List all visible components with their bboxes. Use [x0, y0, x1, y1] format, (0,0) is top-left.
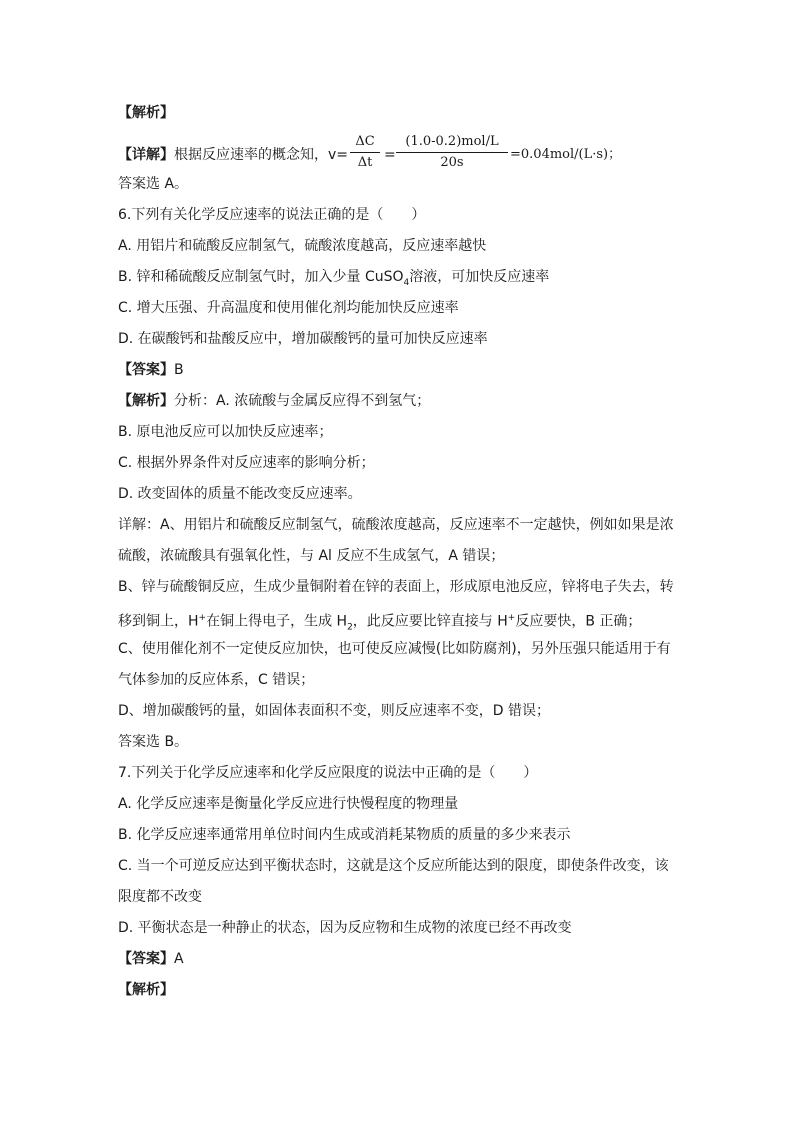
question-6-detail-a-2: 硫酸，浓硫酸具有强氧化性，与 Al 反应不生成氢气，A 错误； [118, 548, 505, 564]
equals-sign: = [384, 147, 396, 163]
question-6-answer-select: 答案选 B。 [118, 734, 189, 750]
question-6-analysis-a: 【解析】分析：A. 浓硫酸与金属反应得不到氢气； [118, 393, 431, 409]
question-6-detail-c-2: 气体参加的反应体系，C 错误； [118, 672, 315, 688]
analysis-header-5: 【解析】 [118, 105, 174, 121]
rate-result: =0.04mol/(L·s)； [510, 147, 622, 162]
question-7-option-d: D. 平衡状态是一种静止的状态，因为反应物和生成物的浓度已经不再改变 [118, 920, 572, 936]
question-7-option-c-1: C. 当一个可逆反应达到平衡状态时，这就是这个反应所能达到的限度，即使条件改变，该 [118, 858, 669, 874]
question-6-answer: 【答案】B [118, 362, 184, 378]
question-6-analysis-c: C. 根据外界条件对反应速率的影响分析； [118, 455, 375, 471]
question-6-option-b: B. 锌和稀硫酸反应制氢气时，加入少量 CuSO$_4$溶液，可加快反应速率 [118, 269, 550, 288]
detail-label-5: 【详解】 [118, 147, 174, 163]
question-6-option-c: C. 增大压强、升高温度和使用催化剂均能加快反应速率 [118, 300, 459, 316]
question-7-option-b: B. 化学反应速率通常用单位时间内生成或消耗某物质的质量的多少来表示 [118, 827, 571, 843]
answer-select-5: 答案选 A。 [118, 176, 189, 192]
question-6-analysis-d: D. 改变固体的质量不能改变反应速率。 [118, 486, 362, 502]
question-7-stem: 7.下列关于化学反应速率和化学反应限度的说法中正确的是（ ） [118, 765, 538, 781]
question-6-stem: 6.下列有关化学反应速率的说法正确的是（ ） [118, 207, 426, 223]
question-6-detail-b-1: B、锌与硫酸铜反应，生成少量铜附着在锌的表面上，形成原电池反应，锌将电子失去，转 [118, 579, 674, 595]
question-7-option-a: A. 化学反应速率是衡量化学反应进行快慢程度的物理量 [118, 796, 459, 812]
question-7-analysis-header: 【解析】 [118, 982, 174, 998]
question-6-analysis-b: B. 原电池反应可以加快反应速率； [118, 424, 333, 440]
question-6-detail-c-1: C、使用催化剂不一定使反应加快，也可使反应减慢(比如防腐剂)，另外压强只能适用于有 [118, 641, 671, 657]
question-6-detail-d: D、增加碳酸钙的量，如固体表面积不变，则反应速率不变，D 错误； [118, 703, 551, 719]
question-7-answer: 【答案】A [118, 951, 184, 967]
question-6-option-d: D. 在碳酸钙和盐酸反应中，增加碳酸钙的量可加快反应速率 [118, 331, 488, 347]
question-7-option-c-2: 限度都不改变 [118, 889, 202, 905]
detail-text-5: 根据反应速率的概念知，v= [174, 147, 349, 163]
fraction-delta-c-over-delta-t: ΔC Δt [350, 133, 380, 172]
question-6-detail-a-1: 详解：A、用铝片和硫酸反应制氢气，硫酸浓度越高，反应速率不一定越快，例如如果是浓 [118, 517, 674, 533]
question-6-option-a: A. 用铝片和硫酸反应制氢气，硫酸浓度越高，反应速率越快 [118, 238, 487, 254]
question-6-detail-b-2: 移到铜上，H+在铜上得电子，生成 $H_2$，此反应要比锌直接与 H+反应要快，B 正确； [118, 613, 642, 633]
fraction-concentration-over-time: (1.0-0.2)mol/L 20s [396, 133, 508, 172]
